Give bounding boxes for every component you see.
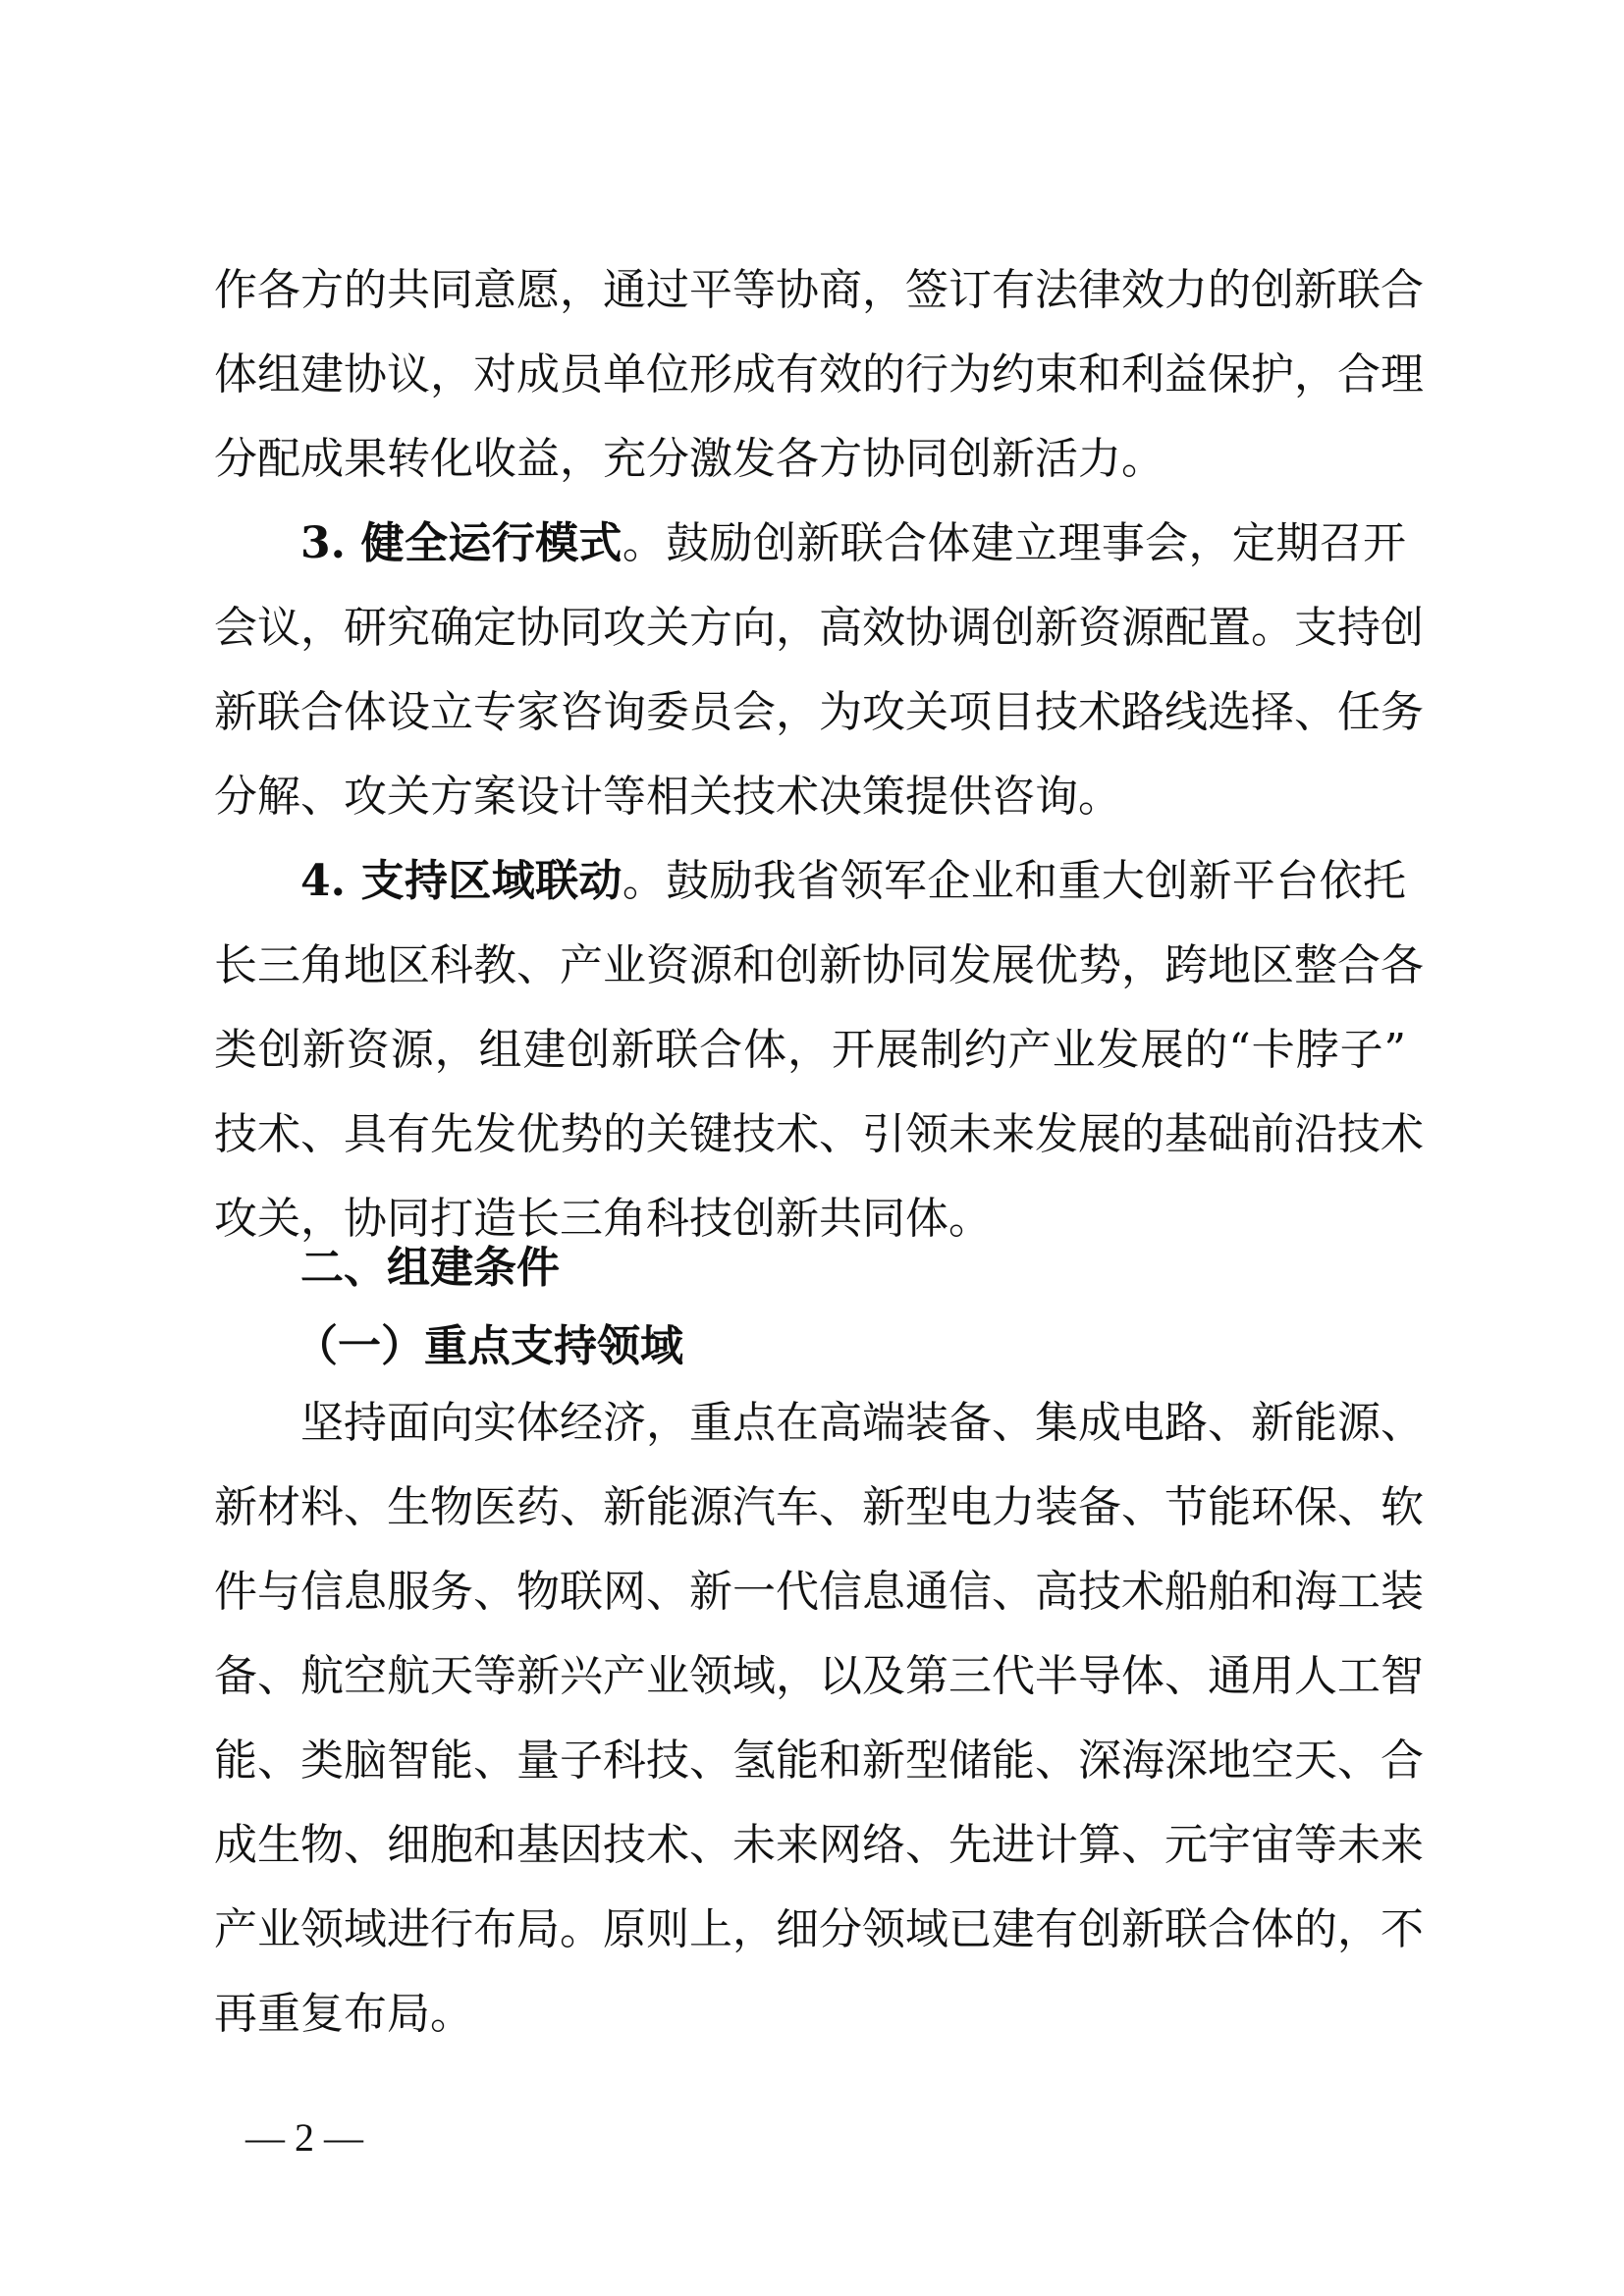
paragraph-text: 。鼓励我省领军企业和重大创新平台依托 xyxy=(622,856,1406,906)
page-number: — 2 — xyxy=(245,2115,363,2160)
paragraph-line: 成生物、细胞和基因技术、未来网络、先进计算、元宇宙等未来 xyxy=(214,1820,1424,1870)
paragraph-line: 会议，研究确定协同攻关方向，高效协调创新资源配置。支持创 xyxy=(214,603,1424,653)
paragraph-text: 。鼓励创新联合体建立理事会，定期召开 xyxy=(622,518,1406,568)
paragraph-line: 分解、攻关方案设计等相关技术决策提供咨询。 xyxy=(214,772,1121,822)
paragraph-line: 能、类脑智能、量子科技、氢能和新型储能、深海深地空天、合 xyxy=(214,1735,1424,1786)
paragraph-line: 分配成果转化收益，充分激发各方协同创新活力。 xyxy=(214,434,1164,484)
subsection-heading: （一）重点支持领域 xyxy=(295,1321,683,1371)
paragraph-first-line: 坚持面向实体经济，重点在高端装备、集成电路、新能源、 xyxy=(300,1398,1424,1448)
paragraph-line: 件与信息服务、物联网、新一代信息通信、高技术船舶和海工装 xyxy=(214,1567,1424,1617)
section-heading: 二、组建条件 xyxy=(300,1243,560,1293)
paragraph-line: 技术、具有先发优势的关键技术、引领未来发展的基础前沿技术 xyxy=(214,1109,1424,1159)
paragraph-line: 产业领域进行布局。原则上，细分领域已建有创新联合体的，不 xyxy=(214,1904,1424,1954)
paragraph-line: 备、航空航天等新兴产业领域，以及第三代半导体、通用人工智 xyxy=(214,1651,1424,1701)
paragraph-line: 攻关，协同打造长三角科技创新共同体。 xyxy=(214,1194,992,1244)
item-label-operation-mode: 3. 健全运行模式 xyxy=(300,518,623,568)
paragraph-first-line xyxy=(300,514,1406,573)
paragraph-line: 新联合体设立专家咨询委员会，为攻关项目技术路线选择、任务 xyxy=(214,687,1424,737)
paragraph-first-line xyxy=(300,852,1406,911)
item-label-regional-linkage: 4. 支持区域联动 xyxy=(300,856,623,906)
paragraph-line: 类创新资源，组建创新联合体，开展制约产业发展的“卡脖子” xyxy=(214,1025,1406,1075)
paragraph-line: 再重复布局。 xyxy=(214,1989,473,2039)
paragraph-line: 长三角地区科教、产业资源和创新协同发展优势，跨地区整合各 xyxy=(214,940,1424,990)
paragraph-line: 体组建协议，对成员单位形成有效的行为约束和利益保护，合理 xyxy=(214,349,1424,400)
paragraph-line: 新材料、生物医药、新能源汽车、新型电力装备、节能环保、软 xyxy=(214,1482,1424,1532)
paragraph-line: 作各方的共同意愿，通过平等协商，签订有法律效力的创新联合 xyxy=(214,265,1424,315)
